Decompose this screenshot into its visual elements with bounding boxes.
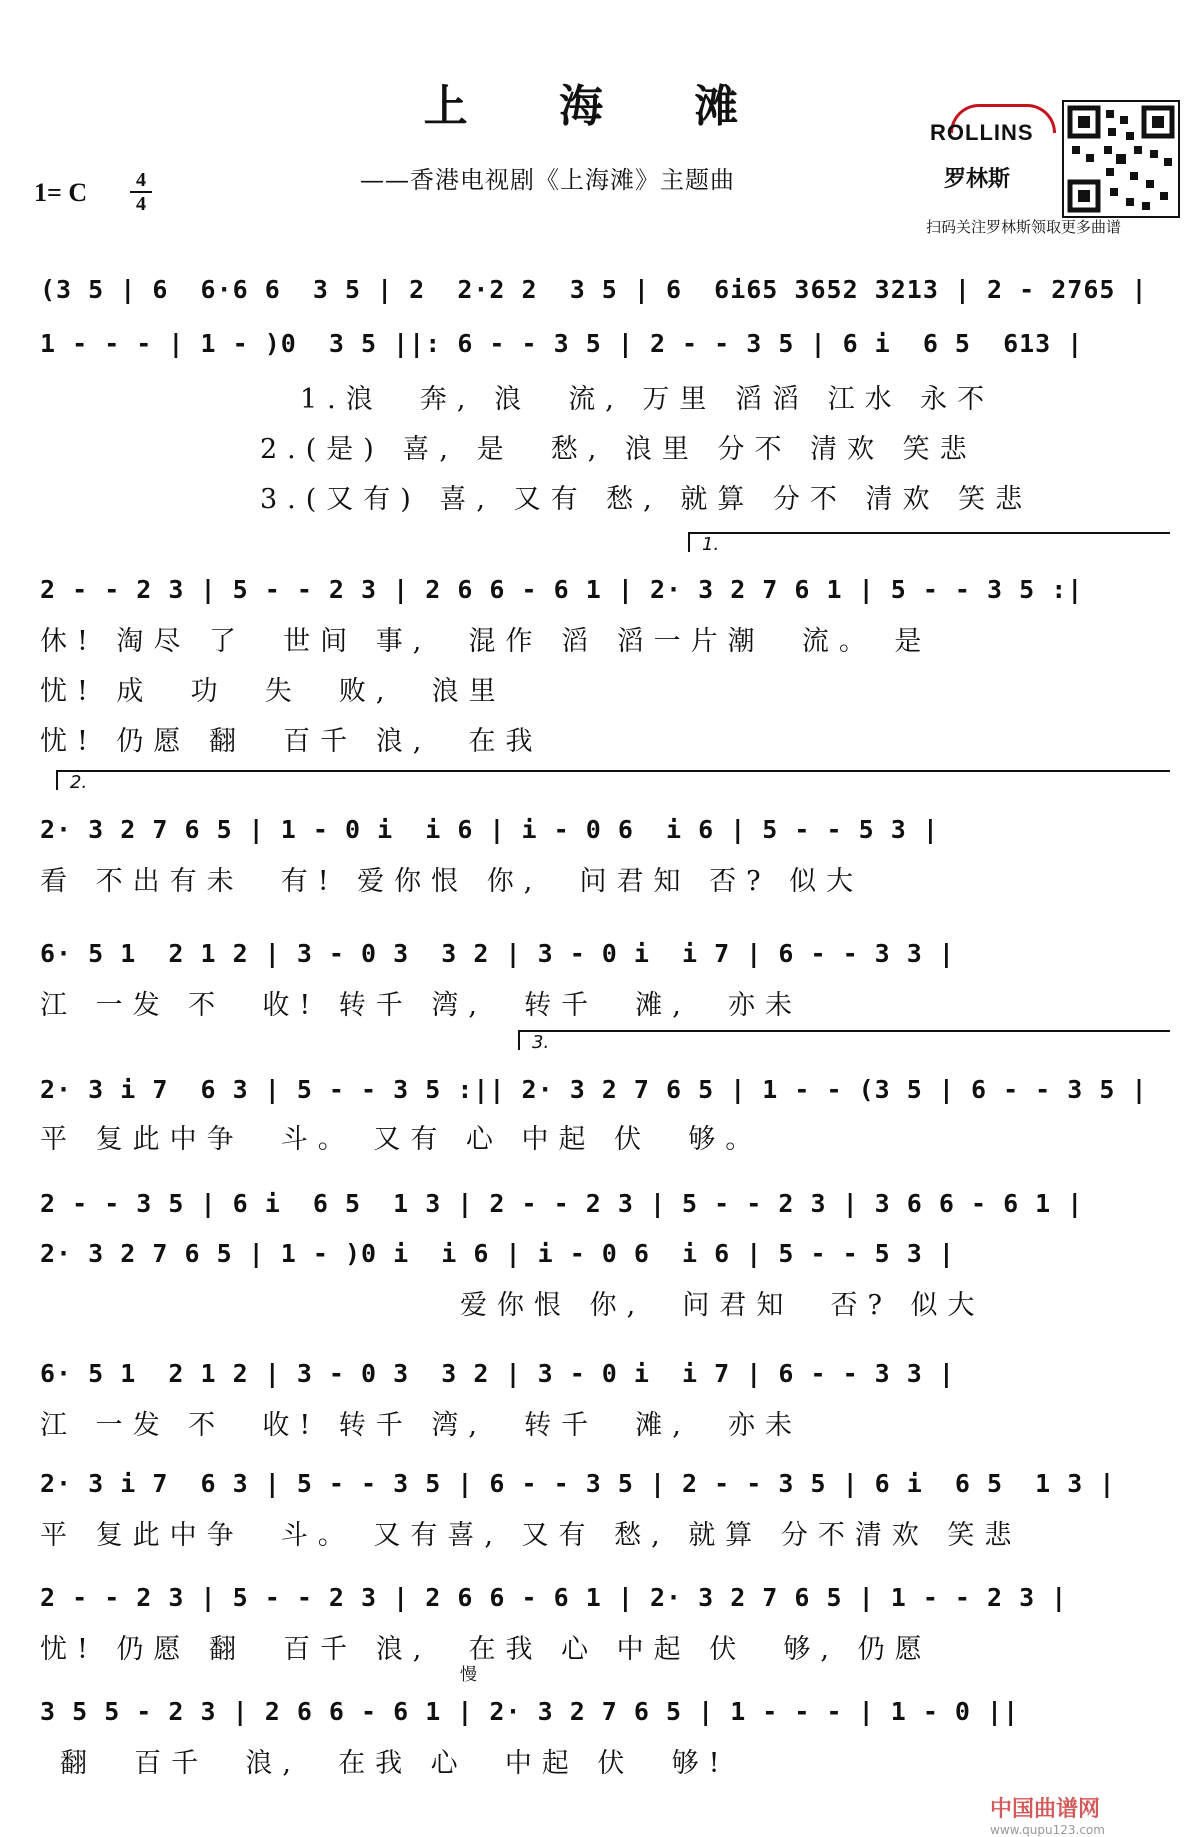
lyric-line: 3.(又有) 喜, 又有 愁, 就算 分不 清欢 笑悲: [260, 484, 1033, 515]
time-signature-bottom: 4: [136, 193, 146, 215]
brand-name: 罗林斯: [944, 166, 1011, 192]
lyric-line: 休! 淘尽 了 世间 事, 混作 滔 滔一片潮 流。 是: [40, 626, 932, 657]
lyric-line: 1.浪 奔, 浪 流, 万里 滔滔 江水 永不: [300, 384, 995, 415]
qr-code[interactable]: [1062, 100, 1180, 218]
notation-row: 6· 5 1 2 1 2 | 3 - 0 3 3 2 | 3 - 0 i i 7 | 6 - - 3 3 |: [40, 1359, 955, 1388]
site-watermark: [990, 1792, 1105, 1837]
notation-row: 2 - - 3 5 | 6 i 6 5 1 3 | 2 - - 2 3 | 5 - - 2 3 | 3 6 6 - 6 1 |: [40, 1189, 1084, 1218]
watermark-url: www.qupu123.com: [990, 1823, 1105, 1837]
qr-caption: 扫码关注罗林斯领取更多曲谱: [926, 218, 1122, 236]
watermark-text: 中国曲谱网: [990, 1797, 1101, 1822]
volta-label: 3.: [532, 1032, 550, 1053]
volta-label: 1.: [702, 534, 720, 555]
lyric-line: 忧! 成 功 失 败, 浪里: [40, 676, 506, 707]
qr-code-icon: [1064, 102, 1178, 216]
lyric-line: 忧! 仍愿 翻 百千 浪, 在我: [40, 726, 543, 757]
time-signature-top: 4: [136, 169, 146, 191]
brand-logo: ROLLINS: [930, 120, 1034, 145]
song-subtitle: ——香港电视剧《上海滩》主题曲: [360, 166, 735, 194]
notation-row: 2· 3 2 7 6 5 | 1 - )0 i i 6 | i - 0 6 i 6 | 5 - - 5 3 |: [40, 1239, 955, 1268]
lyric-line: 翻 百千 浪, 在我 心 中起 伏 够!: [60, 1748, 730, 1779]
lyric-line: 平 复此中争 斗。 又有喜, 又有 愁, 就算 分不清欢 笑悲: [40, 1520, 1022, 1551]
lyric-line: 看 不出有未 有! 爱你恨 你, 问君知 否? 似大: [40, 866, 864, 897]
lyric-line: 江 一发 不 收! 转千 湾, 转千 滩, 亦未: [40, 990, 803, 1021]
song-title: 上 海 滩: [423, 81, 777, 132]
volta-first-ending: [688, 532, 1170, 555]
volta-second-ending: [56, 770, 1170, 793]
notation-row: 1 - - - | 1 - )0 3 5 ||: 6 - - 3 5 | 2 - - 3 5 | 6 i 6 5 613 |: [40, 329, 1084, 358]
time-signature: [130, 170, 152, 214]
volta-third-ending: [518, 1030, 1170, 1053]
notation-row: (3 5 | 6 6·6 6 3 5 | 2 2·2 2 3 5 | 6 6i65 3652 3213 | 2 - 2765 |: [40, 275, 1148, 304]
notation-row: 2· 3 i 7 6 3 | 5 - - 3 5 | 6 - - 3 5 | 2 - - 3 5 | 6 i 6 5 1 3 |: [40, 1469, 1116, 1498]
lyric-line: 忧! 仍愿 翻 百千 浪, 在我 心 中起 伏 够, 仍愿: [40, 1634, 932, 1665]
tempo-mark: 慢: [460, 1665, 477, 1685]
notation-row: 2· 3 i 7 6 3 | 5 - - 3 5 :|| 2· 3 2 7 6 5 | 1 - - (3 5 | 6 - - 3 5 |: [40, 1075, 1148, 1104]
lyric-line: 平 复此中争 斗。 又有 心 中起 伏 够。: [40, 1124, 763, 1155]
notation-row: 2 - - 2 3 | 5 - - 2 3 | 2 6 6 - 6 1 | 2· 3 2 7 6 5 | 1 - - 2 3 |: [40, 1583, 1068, 1612]
lyric-line: 爱你恨 你, 问君知 否? 似大: [460, 1290, 985, 1321]
notation-row: 3 5 5 - 2 3 | 2 6 6 - 6 1 | 2· 3 2 7 6 5 | 1 - - - | 1 - 0 ||: [40, 1697, 1020, 1726]
key-signature: 1= C: [34, 178, 88, 207]
notation-row: 2 - - 2 3 | 5 - - 2 3 | 2 6 6 - 6 1 | 2· 3 2 7 6 1 | 5 - - 3 5 :|: [40, 575, 1084, 604]
lyric-line: 2.(是) 喜, 是 愁, 浪里 分不 清欢 笑悲: [260, 434, 977, 465]
notation-row: 2· 3 2 7 6 5 | 1 - 0 i i 6 | i - 0 6 i 6 | 5 - - 5 3 |: [40, 815, 939, 844]
lyric-line: 江 一发 不 收! 转千 湾, 转千 滩, 亦未: [40, 1410, 803, 1441]
volta-label: 2.: [70, 772, 88, 793]
notation-row: 6· 5 1 2 1 2 | 3 - 0 3 3 2 | 3 - 0 i i 7 | 6 - - 3 3 |: [40, 939, 955, 968]
